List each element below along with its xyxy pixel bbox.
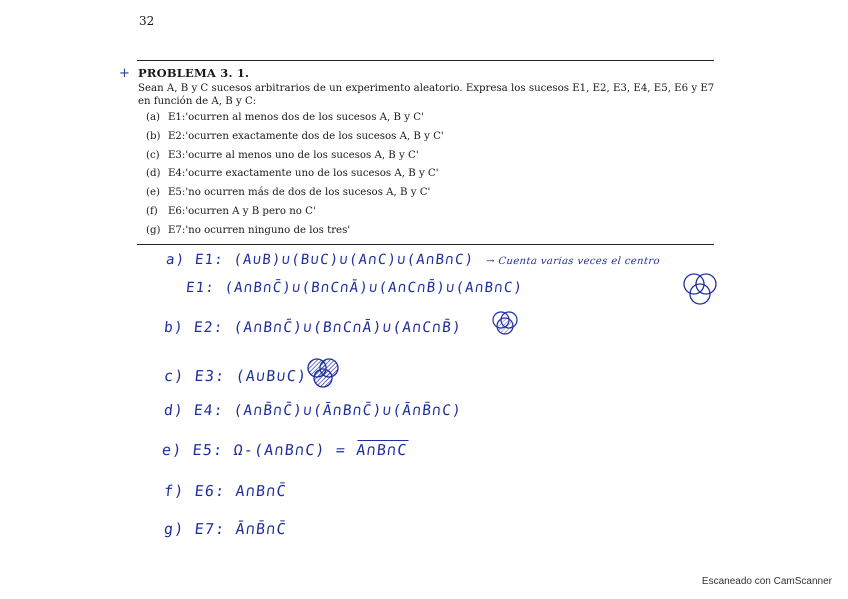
problem-intro: Sean A, B y C sucesos arbitrarios de un experimento aleatorio. Expresa los sucesos E1, E2, E3, E4, E5, E6 y E7 en función de A, B y C: (138, 83, 715, 107)
answer-c: c) E3: (A∪B∪C) (163, 367, 309, 385)
answer-e-prefix: e) E5: Ω-(A∩B∩C) = (161, 441, 358, 459)
venn-diagram-icon (676, 268, 724, 308)
answer-d: d) E4: (A∩B̄∩C̄)∪(Ā∩B∩C̄)∪(Ā∩B̄∩C) (163, 403, 463, 419)
answer-a-line2: E1: (A∩B∩C̄)∪(B∩C∩Ā)∪(A∩C∩B̄)∪(A∩B∩C) (185, 280, 524, 296)
answer-a-line1: a) E1: (A∪B)∪(B∪C)∪(A∩C)∪(A∩B∩C) (165, 252, 475, 268)
list-item: (f) E6:'ocurren A y B pero no C' (146, 205, 316, 217)
problem-title: PROBLEMA 3. 1. (138, 66, 250, 80)
answer-a-note: → Cuenta varias veces el centro (485, 256, 661, 267)
answer-f: f) E6: A∩B∩C̄ (163, 482, 288, 500)
problem-items (146, 111, 444, 243)
scanner-watermark: Escaneado con CamScanner (701, 576, 832, 587)
list-item: (e) E5:'no ocurren más de dos de los sucesos A, B y C' (146, 187, 431, 199)
answer-g: g) E7: Ā∩B̄∩C̄ (163, 520, 288, 538)
top-rule (137, 60, 714, 61)
list-item: (g) E7:'no ocurren ninguno de los tres' (146, 224, 351, 236)
answer-e-complement: A∩B∩C (355, 441, 409, 459)
venn-diagram-icon (304, 356, 342, 390)
star-mark: + (119, 66, 130, 81)
list-item: (a) E1:'ocurren al menos dos de los sucesos A, B y C' (146, 112, 424, 123)
venn-diagram-icon (490, 309, 520, 337)
answer-b: b) E2: (A∩B∩C̄)∪(B∩C∩Ā)∪(A∩C∩B̄) (163, 320, 463, 336)
bottom-rule (137, 244, 714, 245)
list-item: (c) E3:'ocurre al menos uno de los sucesos A, B y C' (146, 149, 419, 161)
list-item: (d) E4:'ocurre exactamente uno de los sucesos A, B y C' (146, 168, 439, 180)
page-number: 32 (139, 14, 155, 28)
answer-e (161, 441, 408, 459)
list-item: (b) E2:'ocurren exactamente dos de los sucesos A, B y C' (146, 130, 444, 142)
